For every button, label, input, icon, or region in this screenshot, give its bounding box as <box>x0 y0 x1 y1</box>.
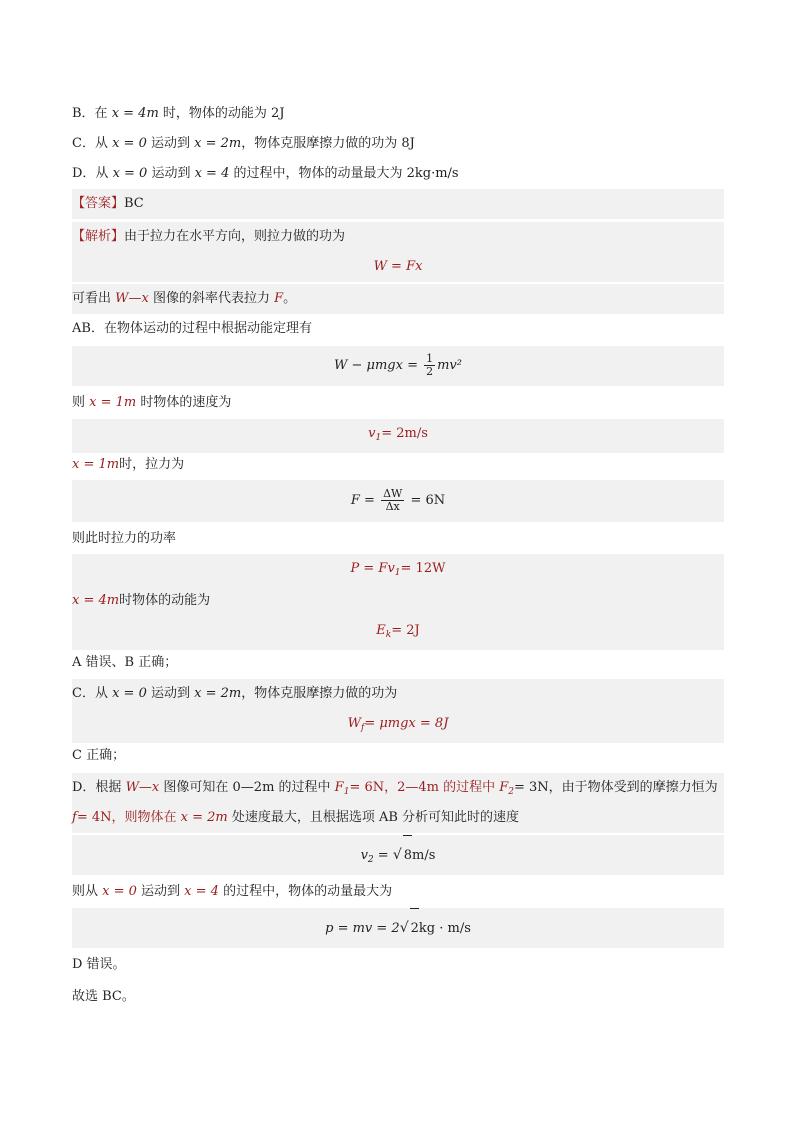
analysis-line-13 <box>72 877 724 907</box>
text: 可看出 <box>72 291 116 306</box>
analysis-line-2 <box>72 284 724 314</box>
equation: x = 4m <box>72 593 120 608</box>
analysis-line-9 <box>72 679 724 709</box>
text: 时物体的动能为 <box>119 593 211 608</box>
equation-kinetic <box>72 616 724 650</box>
text: 运动到 <box>146 136 195 151</box>
text: 图像的斜率代表拉力 <box>148 291 275 306</box>
analysis-line-5 <box>72 450 724 480</box>
analysis-line-3 <box>72 314 724 344</box>
equation-work <box>72 252 724 282</box>
equation-right: = 6N <box>406 493 446 508</box>
equation: x = 2m <box>194 686 242 701</box>
subscript: 2 <box>508 787 515 797</box>
analysis-line-7 <box>72 586 724 616</box>
subscript: k <box>385 630 392 640</box>
text: 时，拉力为 <box>119 457 185 472</box>
equation: x = 4 <box>194 166 230 181</box>
text: 的过程中，物体的动量最大为 <box>218 884 393 899</box>
text: AB．在物体运动的过程中根据动能定理有 <box>72 321 312 336</box>
text: 时物体的速度为 <box>136 395 232 410</box>
equation: x = 0 <box>112 166 148 181</box>
subscript: 1 <box>343 787 350 797</box>
text: = 3N，由于物体受到的摩擦力恒为 <box>514 780 718 795</box>
subscript: 1 <box>394 568 401 578</box>
symbol: v <box>360 848 368 863</box>
equation-v2 <box>72 835 724 875</box>
analysis-label: 【解析】 <box>72 229 125 244</box>
analysis-line-15 <box>72 982 724 1012</box>
text: 的过程中，物体的动量最大为 2kg·m/s <box>229 166 459 181</box>
text: 图像可知在 0—2m 的过程中 <box>159 780 335 795</box>
answer-line <box>72 189 724 219</box>
analysis-line-6 <box>72 524 724 554</box>
analysis-line-4 <box>72 388 724 418</box>
equation: x = 1m <box>89 395 137 410</box>
subscript: 2 <box>367 855 374 865</box>
equation-rest: = 2m/s <box>381 426 428 441</box>
equation: x = 2m <box>194 136 242 151</box>
symbol: E <box>376 623 386 638</box>
answer-label: 【答案】 <box>72 196 125 211</box>
equation-energy <box>72 346 724 386</box>
text: 运动到 <box>136 884 185 899</box>
equation: x = 4m <box>111 106 159 121</box>
equation: W = Fx <box>373 259 423 274</box>
symbol: W <box>347 716 361 731</box>
text: 故选 BC。 <box>72 989 135 1004</box>
equation: x = 4 <box>184 884 219 899</box>
numerator: ΔW <box>383 487 403 500</box>
equation-power <box>72 554 724 588</box>
radicand: 2 <box>410 908 419 949</box>
equation: W—x <box>115 291 149 306</box>
text: D 错误。 <box>72 957 126 972</box>
text: C．从 <box>72 136 113 151</box>
analysis-line-11 <box>72 773 724 807</box>
equation-friction-work <box>72 709 724 743</box>
symbol: v <box>368 426 376 441</box>
analysis-line-14 <box>72 950 724 980</box>
text: D．根据 <box>72 780 126 795</box>
equation-rest: = μmgx = 8J <box>364 716 449 731</box>
equation-right: = 12W <box>400 561 446 576</box>
text: 则此时拉力的功率 <box>72 531 177 546</box>
equation-force <box>72 480 724 522</box>
denominator: Δx <box>385 500 400 513</box>
equation: F <box>274 291 284 306</box>
answer-value: BC <box>124 196 144 211</box>
text: = 4N，则物体在 <box>76 810 181 825</box>
analysis-line-1 <box>72 222 724 252</box>
equation: x = 1m <box>72 457 120 472</box>
equation-left: W − μmgx = <box>334 358 423 373</box>
option-c <box>72 129 724 159</box>
text: ，物体克服摩擦力做的功为 8J <box>241 136 415 151</box>
analysis-line-8 <box>72 648 724 678</box>
radicand: 8 <box>403 835 412 876</box>
equation-left: p = mv = 2 <box>325 921 400 936</box>
equation-left: F = <box>350 493 380 508</box>
text: C．从 <box>72 686 113 701</box>
symbol: f <box>72 810 77 825</box>
equation: x = 2m <box>180 810 228 825</box>
text: C 正确； <box>72 748 126 763</box>
equals: = <box>373 848 393 863</box>
option-d <box>72 159 724 189</box>
analysis-line-10 <box>72 741 724 771</box>
text: 运动到 <box>146 686 195 701</box>
analysis-line-12 <box>72 803 724 833</box>
equation: W—x <box>125 780 160 795</box>
fraction <box>424 353 435 378</box>
text: 由于拉力在水平方向，则拉力做的功为 <box>124 229 346 244</box>
equation-left: P = Fv <box>350 561 395 576</box>
text: B．在 <box>72 106 112 121</box>
sqrt-icon: √ <box>399 920 409 936</box>
equation: x = 0 <box>102 884 137 899</box>
text: 运动到 <box>147 166 195 181</box>
text: 处速度最大，且根据选项 AB 分析可知此时的速度 <box>227 810 520 825</box>
symbol: F <box>499 780 509 795</box>
denominator: 2 <box>426 365 434 378</box>
subscript: 1 <box>375 433 382 443</box>
numerator: 1 <box>426 352 434 365</box>
equation-rest: = 2J <box>391 623 420 638</box>
text: 。 <box>283 291 297 306</box>
equation-v1 <box>72 419 724 453</box>
text: = 6N，2—4m 的过程中 <box>349 780 500 795</box>
text: 时，物体的动能为 2J <box>158 106 285 121</box>
option-b <box>72 99 724 129</box>
unit: m/s <box>412 848 436 863</box>
fraction <box>381 488 404 513</box>
text: ，物体克服摩擦力做的功为 <box>241 686 398 701</box>
equation-momentum <box>72 908 724 948</box>
text: A 错误、B 正确； <box>72 655 178 670</box>
unit: kg · m/s <box>418 921 471 936</box>
equation: x = 0 <box>112 136 147 151</box>
sqrt-icon: √ <box>392 847 402 863</box>
text: D．从 <box>72 166 113 181</box>
symbol: F <box>334 780 344 795</box>
text: 则 <box>72 395 90 410</box>
equation-right: mv² <box>437 358 462 373</box>
text: 则从 <box>72 884 103 899</box>
equation: x = 0 <box>112 686 147 701</box>
subscript: f <box>360 723 365 733</box>
